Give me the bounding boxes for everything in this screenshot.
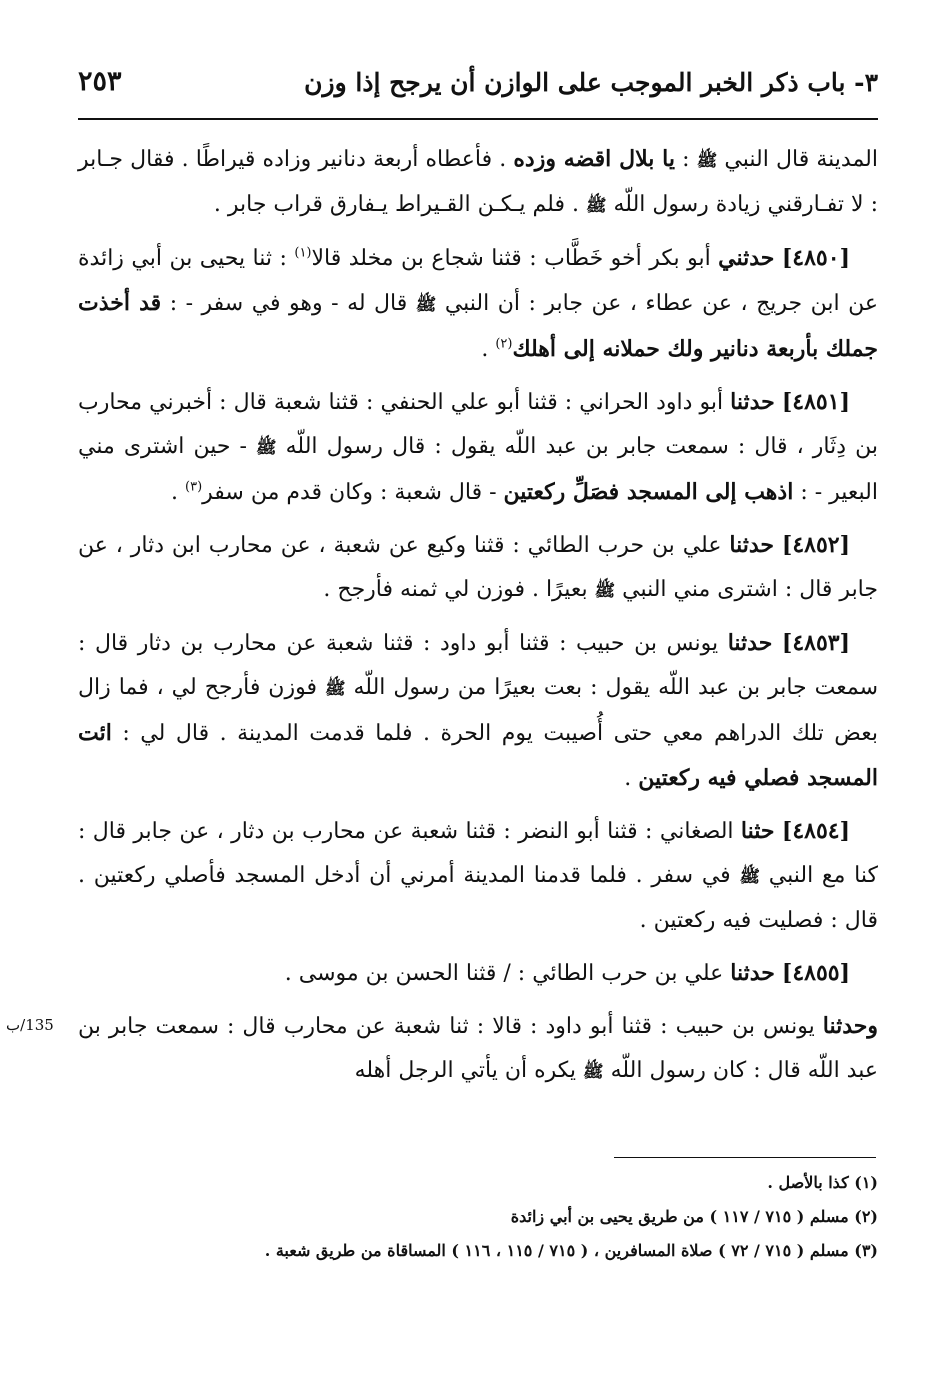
honorific-symbol: ﷺ — [696, 151, 718, 171]
hadith-4853: [٤٨٥٣] حدثنا يونس بن حبيب : قثنا أبو داود : قثنا شعبة عن محارب بن دثار قال : سمعت جابر بن عبد اللّه يقول : بعت بعيرًا من رسول اللّه ﷺ فوزن فأرجح لي ، فما زال بعض تلك الدراهم معي حتى أُصيبت يوم الحرة . فلما قدمت المدينة . قال لي : ائت المسجد فصلي فيه ركعتين . — [78, 630, 879, 791]
hadith-number: [٤٨٥٣] — [781, 630, 850, 656]
hadith-number: [٤٨٥٤] — [781, 818, 850, 844]
honorific-symbol: ﷺ — [583, 1062, 604, 1082]
narration-keyword: حثنا — [740, 818, 775, 844]
chapter-title: ٣- باب ذكر الخبر الموجب على الوازن أن يرجح إذا وزن — [304, 68, 878, 97]
paragraph-continuation: المدينة قال النبي ﷺ : يا بلال اقضه وزده . فأعطاه أربعة دنانير وزاده قيراطًا . فقال جـابر : لا تفـارقني زيادة رسول اللّه ﷺ . فلم يـكـن القـيراط يـفارق قراب جابر . — [78, 146, 878, 217]
hadith-4855: [٤٨٥٥] حدثنا علي بن حرب الطائي : / قثنا الحسن بن موسى . — [284, 960, 850, 986]
hadith-number: [٤٨٥٠] — [781, 245, 850, 271]
hadith-quote: اذهب إلى المسجد فصَلِّ ركعتين — [503, 479, 794, 505]
hadith-4854: [٤٨٥٤] حثنا الصغاني : قثنا أبو النضر : قثنا شعبة عن محارب بن دثار ، عن جابر قال : كنا مع النبي ﷺ في سفر . فلما قدمنا المدينة أمرني أن أدخل المسجد فأصلي ركعتين . قال : فصليت فيه ركعتين . — [78, 818, 878, 933]
footnote-2: (٢) مسلم ( ٧١٥ / ١١٧ ) من طريق يحيى بن أبي زائدة — [510, 1207, 878, 1226]
footnote-divider — [614, 1157, 876, 1158]
honorific-symbol: ﷺ — [415, 295, 437, 315]
footnote-1: (١) كذا بالأصل . — [767, 1173, 878, 1192]
narration-keyword: حدثنا — [729, 532, 774, 558]
page-header — [78, 64, 878, 108]
hadith-quote: ائت المسجد فصلي فيه ركعتين — [78, 720, 878, 791]
narration-keyword: حدثنا — [730, 389, 775, 415]
footnote-3: (٣) مسلم ( ٧١٥ / ٧٢ ) صلاة المسافرين ، ( ٧١٥ / ١١٥ ، ١١٦ ) المساقاة من طريق شعبة . — [264, 1241, 878, 1260]
hadith-4851: [٤٨٥١] حدثنا أبو داود الحراني : قثنا أبو علي الحنفي : قثنا شعبة قال : أخبرني محارب بن دِثَار ، قال : سمعت جابر بن عبد اللّه يقول : قال رسول اللّه ﷺ - حين اشترى مني البعير - : اذهب إلى المسجد فصَلِّ ركعتين - قال شعبة : وكان قدم من سفر$^{(٣)}$ . — [78, 389, 878, 505]
narration-keyword: حدثنا — [730, 960, 775, 986]
narration-keyword: حدثنا — [727, 630, 773, 656]
hadith-4850: [٤٨٥٠] حدثني أبو بكر أخو خَطَّاب : قثنا شجاع بن مخلد قالا$^{(١)}$ : ثنا يحيى بن أبي زائدة عن ابن جريج ، عن عطاء ، عن جابر : أن النبي ﷺ قال له - وهو في سفر - : قد أخذت جملك بأربعة دنانير ولك حملانه إلى أهلك$^{(٢)}$ . — [78, 245, 878, 362]
narration-keyword: حدثني — [718, 245, 775, 271]
footnote-ref: (١) — [294, 245, 312, 261]
honorific-symbol: ﷺ — [585, 196, 607, 216]
footnotes — [78, 1166, 878, 1268]
footnote-ref: (٣) — [185, 479, 203, 495]
hadith-4852: [٤٨٥٢] حدثنا علي بن حرب الطائي : قثنا وكيع عن شعبة ، عن محارب ابن دثار ، عن جابر قال : اشترى مني النبي ﷺ بعيرًا . فوزن لي ثمنه فأرجح . — [78, 532, 878, 602]
header-divider — [78, 118, 878, 120]
hadith-number: [٤٨٥٢] — [781, 532, 850, 558]
narration-keyword: وحدثنا — [822, 1013, 878, 1039]
page-number: ٢٥٣ — [78, 66, 122, 97]
hadith-number: [٤٨٥٥] — [781, 960, 850, 986]
honorific-symbol: ﷺ — [739, 867, 760, 887]
footnote-ref: (٢) — [495, 336, 513, 352]
honorific-symbol: ﷺ — [324, 679, 346, 699]
hadith-quote: قد أخذت جملك بأربعة دنانير ولك حملانه إلى أهلك — [78, 290, 878, 362]
manuscript-folio-note: 135/ب — [6, 1016, 54, 1034]
hadith-quote: يا بلال اقضه وزده — [513, 146, 675, 172]
hadith-continuation: وحدثنا يونس بن حبيب : قثنا أبو داود : قالا : ثنا شعبة عن محارب قال : سمعت جابر بن عبد اللّه قال : كان رسول اللّه ﷺ يكره أن يأتي الرجل أهله — [78, 1013, 878, 1083]
honorific-symbol: ﷺ — [594, 581, 616, 601]
body-text — [78, 137, 878, 1102]
honorific-symbol: ﷺ — [256, 438, 277, 458]
hadith-number: [٤٨٥١] — [781, 389, 850, 415]
